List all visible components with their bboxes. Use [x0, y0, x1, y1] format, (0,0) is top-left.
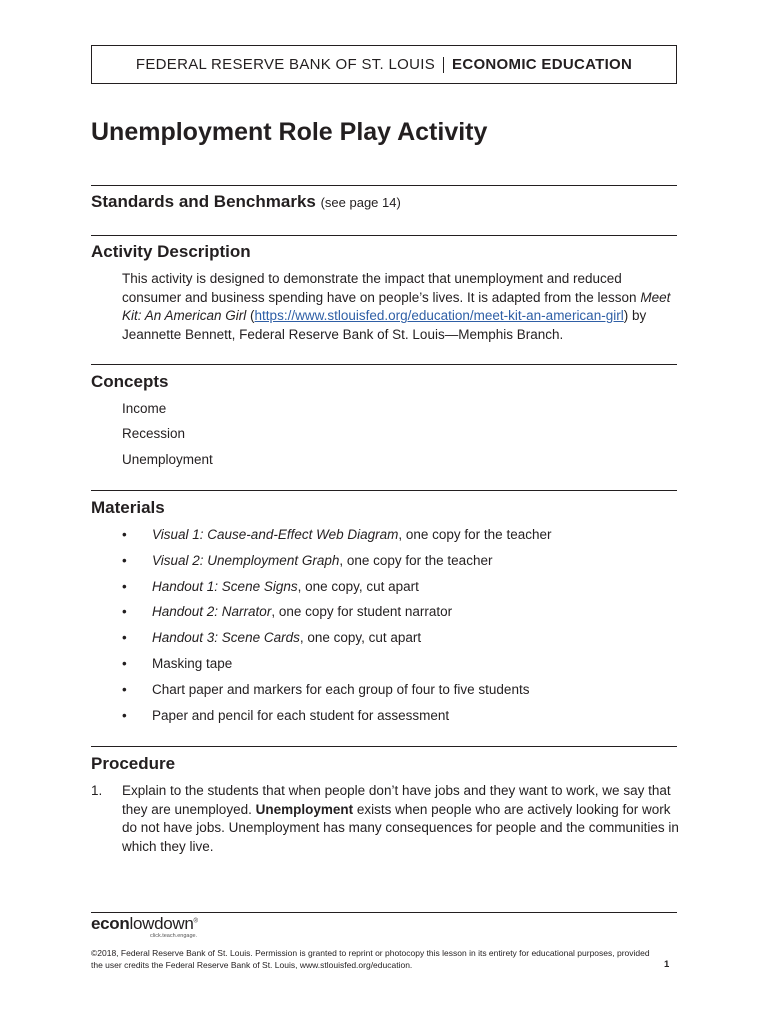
section-divider [91, 364, 677, 365]
material-text [152, 579, 419, 594]
section-divider [91, 185, 677, 186]
material-text [152, 708, 449, 723]
step-text-part: exists when people who are actively looking for work do not have jobs. Unemployment has many consequences for people and the communities in which they live. [122, 801, 679, 854]
material-detail: , one copy for the teacher [339, 553, 493, 568]
material-text [152, 527, 551, 542]
material-title: Visual 2: Unemployment Graph [152, 553, 340, 568]
bullet: • [122, 579, 127, 594]
bullet: • [122, 682, 127, 697]
lesson-link[interactable]: https://www.stlouisfed.org/education/meet-kit-an-american-girl [254, 308, 624, 323]
materials-list-item [122, 708, 449, 723]
concepts-heading: Concepts [91, 372, 169, 391]
materials-list-item [122, 630, 421, 645]
material-title: Handout 2: Narrator [152, 604, 272, 619]
materials-list-item [122, 579, 419, 594]
activity-text-3: ) by Jeannette Bennett, Federal Reserve Bank of St. Louis—Memphis Branch. [122, 308, 647, 342]
material-detail: , one copy for the teacher [398, 527, 552, 542]
bullet: • [122, 630, 127, 645]
logo-bold-part: econ [91, 914, 130, 933]
step-text [122, 782, 681, 856]
bullet: • [122, 656, 127, 671]
procedure-heading: Procedure [91, 754, 176, 773]
step-text-part: Explain to the students that when people don’t have jobs and they want to work, we say that they are unemployed. [122, 783, 671, 817]
materials-list-item [122, 527, 551, 542]
concept-item: Recession [122, 426, 186, 441]
bullet: • [122, 604, 127, 619]
bullet: • [122, 708, 127, 723]
bullet: • [122, 527, 127, 542]
standards-page-ref: (see page 14) [320, 195, 401, 210]
materials-list-item [122, 604, 452, 619]
copyright-notice: ©2018, Federal Reserve Bank of St. Louis. Permission is granted to reprint or photocopy this lesson in its entirety for educational purposes, provided the user credits the Federal Reserve Bank of St. Louis, www.stlouisfed.org/education. [91, 948, 650, 970]
header-section-name: ECONOMIC EDUCATION [452, 56, 633, 73]
material-detail: Masking tape [152, 656, 233, 671]
materials-list-item [122, 682, 529, 697]
material-text [152, 630, 421, 645]
activity-description-text [122, 270, 682, 344]
step-term: Unemployment [255, 801, 354, 817]
material-text [152, 553, 492, 568]
material-title: Handout 3: Scene Cards [152, 630, 300, 645]
material-detail: Paper and pencil for each student for assessment [152, 708, 450, 723]
material-title: Visual 1: Cause-and-Effect Web Diagram [152, 527, 399, 542]
standards-heading [91, 192, 401, 212]
standards-heading-text: Standards and Benchmarks [91, 192, 316, 211]
section-divider [91, 746, 677, 747]
header-banner [91, 45, 677, 84]
material-detail: , one copy, cut apart [297, 579, 419, 594]
page-title: Unemployment Role Play Activity [91, 118, 488, 146]
material-detail: , one copy for student narrator [271, 604, 453, 619]
material-title: Handout 1: Scene Signs [152, 579, 298, 594]
lesson-title: Meet Kit: An American Girl [122, 289, 671, 323]
materials-heading: Materials [91, 498, 165, 517]
header-divider [443, 57, 444, 73]
logo-light-part: lowdown [129, 914, 194, 933]
step-number: 1. [91, 783, 103, 798]
activity-text-1: This activity is designed to demonstrate the impact that unemployment and reduced consumer and business spending have on people’s lives. It is adapted from the lesson [122, 271, 641, 305]
footer-divider [91, 912, 677, 913]
concept-item: Unemployment [122, 452, 213, 467]
section-divider [91, 490, 677, 491]
material-text [152, 656, 232, 671]
logo-trademark: ® [193, 918, 198, 925]
materials-list-item [122, 656, 232, 671]
logo-tagline: click.teach.engage. [150, 933, 198, 939]
materials-list-item [122, 553, 492, 568]
material-detail: , one copy, cut apart [299, 630, 422, 645]
material-text [152, 604, 452, 619]
material-text [152, 682, 529, 697]
concept-item: Income [122, 401, 167, 416]
bullet: • [122, 553, 127, 568]
econlowdown-logo [91, 914, 198, 934]
header-org-name: FEDERAL RESERVE BANK OF ST. LOUIS [135, 56, 436, 73]
material-detail: Chart paper and markers for each group of four to five students [152, 682, 530, 697]
page-number: 1 [664, 959, 670, 970]
procedure-step [91, 782, 681, 856]
section-divider [91, 235, 677, 236]
activity-description-heading: Activity Description [91, 242, 251, 261]
activity-text-2: ( [246, 308, 255, 323]
